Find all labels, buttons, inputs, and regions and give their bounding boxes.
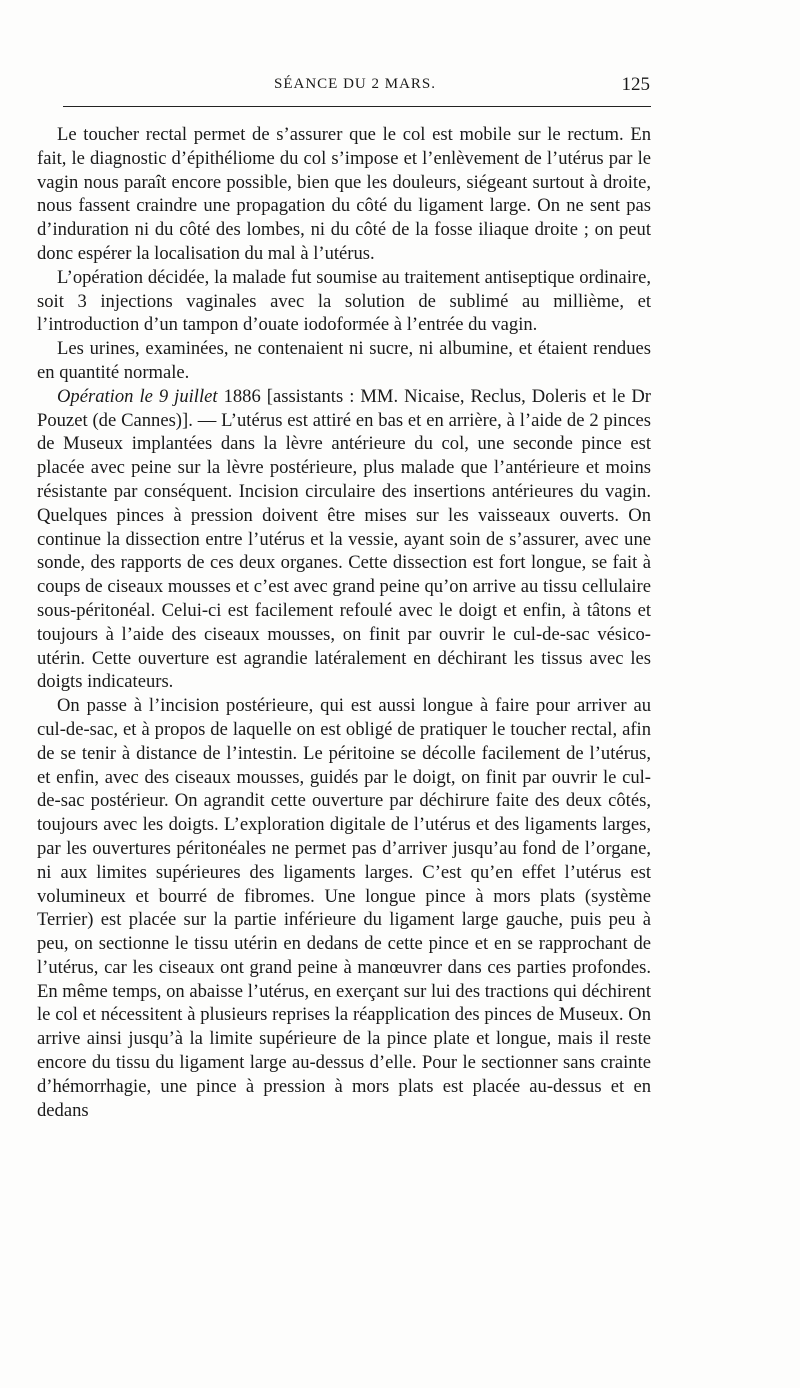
paragraph-lead: Opération le 9 juillet <box>57 385 218 407</box>
paragraph-text: Le toucher rectal permet de s’assurer que le col est mobile sur le rectum. En fait, le diagnostic d’épithéliome du col s’impose et l’enlèvement de l’utérus par le vagin nous paraît encore possible, bien que les douleurs, siégeant surtout à droite, nous fassent craindre une propagation du côté du ligament large. On ne sent pas d’induration ni du côté des lombes, ni du côté de la fosse iliaque droite ; on peut donc espérer la localisation du mal à l’utérus. <box>37 124 651 264</box>
paragraph-text: On passe à l’incision postérieure, qui est aussi longue à faire pour arriver au cul-de-sac, et à propos de laquelle on est obligé de pratiquer le toucher rectal, afin de se tenir à distance de l’intestin. Le péritoine se décolle facilement de l’utérus, et enfin, avec des ciseaux mousses, guidés par le doigt, on finit par ouvrir le cul-de-sac postérieur. On agrandit cette ouverture par déchirure faite des deux côtés, toujours avec les doigts. L’exploration digitale de l’utérus et des ligaments larges, par les ouvertures péritonéales ne permet pas d’arriver jusqu’au fond de l’organe, ni aux limites supérieures des ligaments larges. C’est qu’en effet l’utérus est volumineux et bourré de fibromes. Une longue pince à mors plats (système Terrier) est placée sur la partie inférieure du ligament large gauche, puis peu à peu, on sectionne le tissu utérin en dedans de cette pince et en se rapprochant de l’utérus, car les ciseaux ont grand peine à manœuvrer dans ces parties profondes. En même temps, on abaisse l’utérus, en exerçant sur lui des tractions qui déchirent le col et nécessitent à plusieurs reprises la réapplication des pinces de Museux. On arrive ainsi jusqu’à la limite supérieure de la pince plate et longue, mais il reste encore du tissu du ligament large au-dessus d’elle. Pour le sectionner sans crainte d’hémorrhagie, une pince à pression à mors plats est placée au-dessus et en dedans <box>37 695 651 1121</box>
paragraph-text: Les urines, examinées, ne contenaient ni sucre, ni albumine, et étaient rendues en quantité normale. <box>37 338 651 383</box>
paragraph <box>37 385 651 694</box>
body-text <box>37 123 651 1122</box>
paragraph-text: 1886 [assistants : MM. Nicaise, Reclus, Doleris et le Dr Pouzet (de Cannes)]. — L’utérus est attiré en bas et en arrière, à l’aide de 2 pinces de Museux implantées dans la lèvre antérieure du col, une seconde pince est placée avec peine sur la lèvre postérieure, plus malade que l’antérieure et moins résistante par conséquent. Incision circulaire des insertions antérieures du vagin. Quelques pinces à pression doivent être mises sur les vaisseaux ouverts. On continue la dissection entre l’utérus et la vessie, ayant soin de s’assurer, avec une sonde, des rapports de ces deux organes. Cette dissection est fort longue, se fait à coups de ciseaux mousses et c’est avec grand peine qu’on arrive au tissu cellulaire sous-péritonéal. Celui-ci est facilement refoulé avec le doigt et enfin, à tâtons et toujours à l’aide des ciseaux mousses, on finit par ouvrir le cul-de-sac vésico-utérin. Cette ouverture est agrandie latéralement en déchirant les tissus avec les doigts indicateurs. <box>37 385 651 693</box>
running-header <box>60 76 650 98</box>
paragraph <box>37 337 651 385</box>
paragraph-text: L’opération décidée, la malade fut soumise au traitement antiseptique ordinaire, soit 3 injections vaginales avec la solution de sublimé au millième, et l’introduction d’un tampon d’ouate iodoformée à l’entrée du vagin. <box>37 266 651 336</box>
paragraph <box>37 123 651 266</box>
paragraph <box>37 266 651 337</box>
paragraph <box>37 694 651 1122</box>
page-number: 125 <box>621 74 650 95</box>
running-title: SÉANCE DU 2 MARS. <box>273 76 437 92</box>
header-rule <box>63 106 651 107</box>
